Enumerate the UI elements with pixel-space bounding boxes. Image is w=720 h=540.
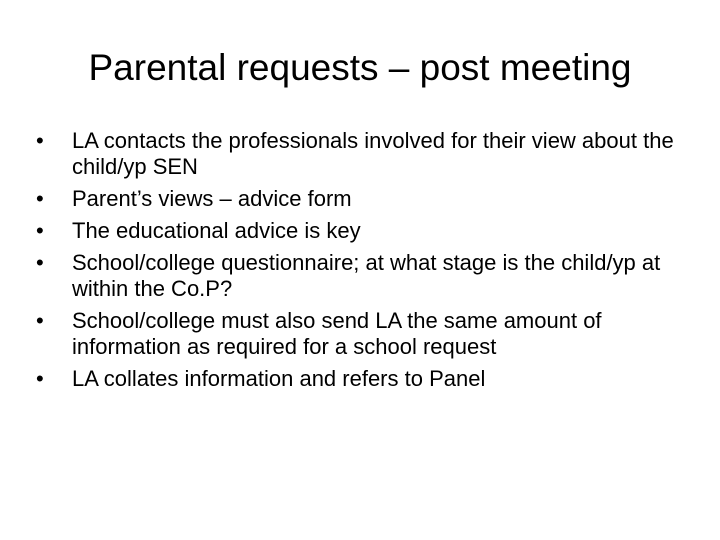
bullet-item <box>36 218 686 244</box>
bullet-item <box>36 250 686 302</box>
bullet-text: The educational advice is key <box>72 218 361 243</box>
bullet-text: Parent’s views – advice form <box>72 186 352 211</box>
bullet-dot-icon: • <box>36 128 44 153</box>
bullet-text: LA contacts the professionals involved for their view about the child/yp SEN <box>72 128 674 179</box>
bullet-dot-icon: • <box>36 366 44 391</box>
bullet-text: School/college must also send LA the same amount of information as required for a school request <box>72 308 602 359</box>
slide-title: Parental requests – post meeting <box>88 47 632 88</box>
bullet-text: School/college questionnaire; at what stage is the child/yp at within the Co.P? <box>72 250 661 301</box>
bullet-item <box>36 186 686 212</box>
bullet-dot-icon: • <box>36 218 44 243</box>
bullet-item <box>36 366 686 392</box>
bullet-dot-icon: • <box>36 250 44 275</box>
bullet-item <box>36 128 686 180</box>
bullet-item <box>36 308 686 360</box>
bullet-text: LA collates information and refers to Panel <box>72 366 486 391</box>
bullet-dot-icon: • <box>36 186 44 211</box>
bullet-dot-icon: • <box>36 308 44 333</box>
bullet-list <box>36 128 686 398</box>
